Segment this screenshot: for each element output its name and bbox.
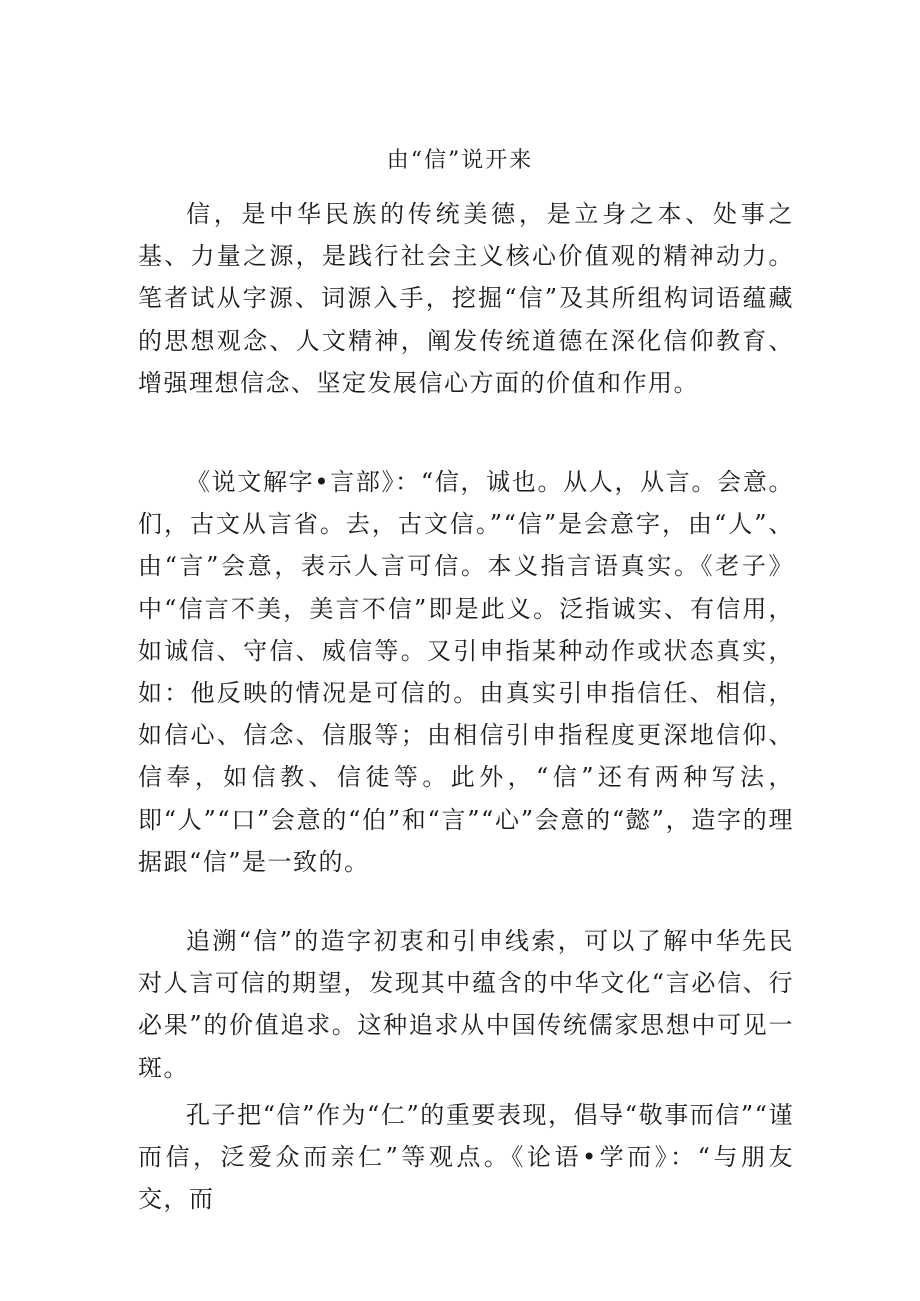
paragraph-tracing: 追溯“信”的造字初衷和引申线索，可以了解中华先民对人言可信的期望，发现其中蕴含的中华文化“言必信、行必果”的价值追求。这种追求从中国传统儒家思想中可见一斑。 xyxy=(138,927,794,1082)
paragraph-intro: 信，是中华民族的传统美德，是立身之本、处事之基、力量之源，是践行社会主义核心价值观的精神动力。笔者试从字源、词源入手，挖掘“信”及其所组构词语蕴藏的思想观念、人文精神，阐发传统道德在深化信仰教育、增强理想信念、坚定发展信心方面的价值和作用。 xyxy=(138,200,794,397)
paragraph-confucius: 孔子把“信”作为“仁”的重要表现，倡导“敬事而信”“谨而信，泛爱众而亲仁”等观点。《论语•学而》：“与朋友交，而 xyxy=(138,1101,794,1214)
paragraph-etymology: 《说文解字•言部》：“信，诚也。从人，从言。会意。们，古文从言省。去，古文信。”“信”是会意字，由“人”、由“言”会意，表示人言可信。本义指言语真实。《老子》中“信言不美，美言不信”即是此义。泛指诚实、有信用，如诚信、守信、威信等。又引申指某种动作或状态真实，如：他反映的情况是可信的。由真实引申指信任、相信，如信心、信念、信服等；由相信引申指程度更深地信仰、信奉，如信教、信徒等。此外，“信”还有两种写法，即“人”“口”会意的“伯”和“言”“心”会意的“懿”，造字的理据跟“信”是一致的。 xyxy=(138,468,794,876)
document-title: 由“信”说开来 xyxy=(386,148,534,173)
